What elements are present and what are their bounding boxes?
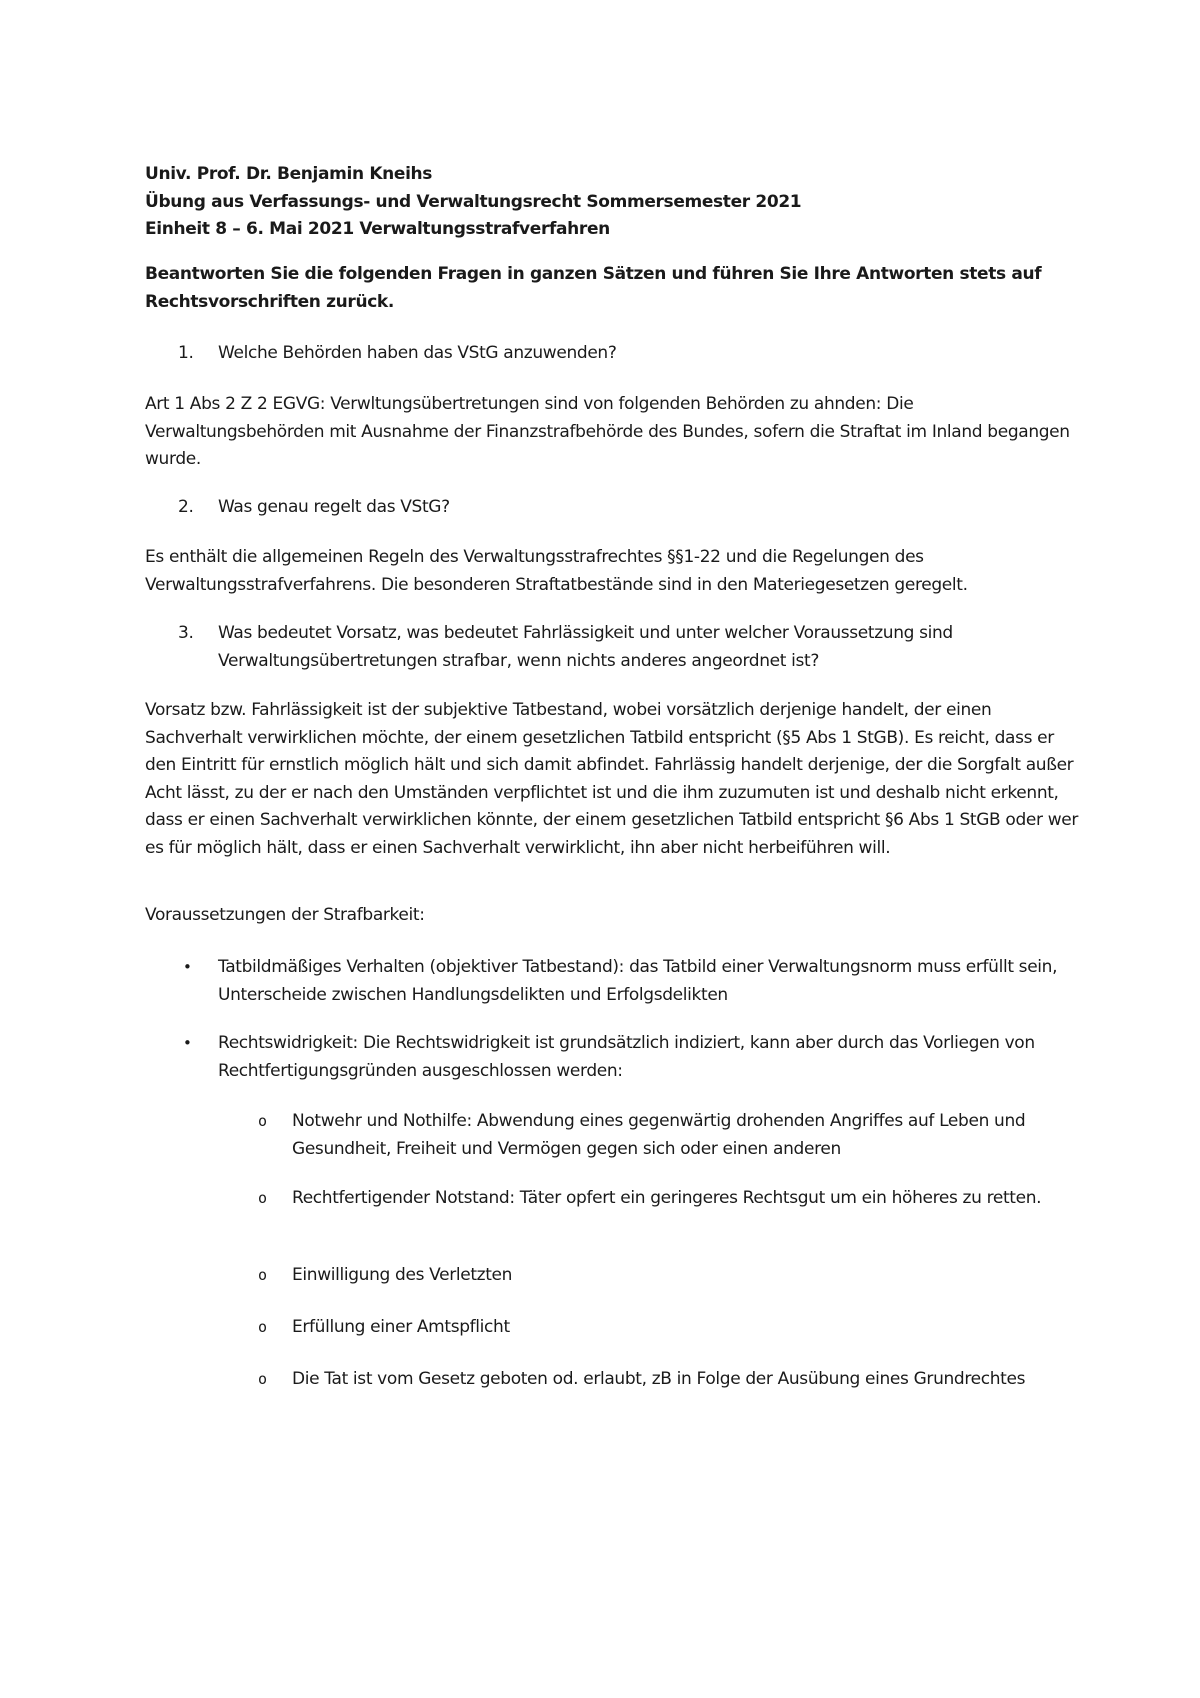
sub-bullet-item: Einwilligung des Verletzten	[292, 1265, 513, 1285]
course-line: Übung aus Verfassungs- und Verwaltungsrecht Sommersemester 2021	[145, 191, 802, 212]
sub-bullet-icon: o	[258, 1189, 267, 1207]
author-line: Univ. Prof. Dr. Benjamin Kneihs	[145, 164, 433, 184]
sub-bullet-icon: o	[258, 1318, 267, 1336]
answer-paragraph: Art 1 Abs 2 Z 2 EGVG: Verwltungsübertretungen sind von folgenden Behörden zu ahnden: Die Verwaltungsbehörden mit Ausnahme der Finanzstrafbehörde des Bundes, sofern die Straftat im Inland begangen wurde.	[145, 394, 1070, 469]
sub-bullet-icon: o	[258, 1266, 267, 1284]
prerequisites-heading: Voraussetzungen der Strafbarkeit:	[145, 905, 425, 925]
sub-bullet-item: Die Tat ist vom Gesetz geboten od. erlaubt, zB in Folge der Ausübung eines Grundrechtes	[292, 1369, 1026, 1389]
sub-bullet-item: Erfüllung einer Amtspflicht	[292, 1317, 510, 1337]
answer-paragraph: Es enthält die allgemeinen Regeln des Verwaltungsstrafrechtes §§1-22 und die Regelungen des Verwaltungsstrafverfahrens. Die besonderen Straftatbestände sind in den Materiegesetzen geregelt.	[145, 547, 968, 595]
question-text: Welche Behörden haben das VStG anzuwenden?	[218, 343, 617, 363]
question-text: Was bedeutet Vorsatz, was bedeutet Fahrlässigkeit und unter welcher Voraussetzung sind Verwaltungsübertretungen strafbar, wenn nichts anderes angeordnet ist?	[218, 623, 953, 671]
document-header	[145, 161, 1085, 244]
question-number: 2.	[178, 497, 194, 517]
unit-line: Einheit 8 – 6. Mai 2021 Verwaltungsstrafverfahren	[145, 219, 610, 239]
sub-bullet-item: Notwehr und Nothilfe: Abwendung eines gegenwärtig drohenden Angriffes auf Leben und Gesundheit, Freiheit und Vermögen gegen sich oder einen anderen	[292, 1111, 1026, 1159]
instruction-paragraph: Beantworten Sie die folgenden Fragen in ganzen Sätzen und führen Sie Ihre Antworten stets auf Rechtsvorschriften zurück.	[145, 264, 1042, 312]
sub-bullet-icon: o	[258, 1112, 267, 1130]
bullet-icon: •	[183, 958, 192, 976]
bullet-icon: •	[183, 1034, 192, 1052]
bullet-item: Rechtswidrigkeit: Die Rechtswidrigkeit ist grundsätzlich indiziert, kann aber durch das Vorliegen von Rechtfertigungsgründen ausgeschlossen werden:	[218, 1033, 1035, 1081]
question-text: Was genau regelt das VStG?	[218, 497, 450, 517]
question-number: 3.	[178, 623, 194, 643]
sub-bullet-icon: o	[258, 1370, 267, 1388]
sub-bullet-item: Rechtfertigender Notstand: Täter opfert ein geringeres Rechtsgut um ein höheres zu retten.	[292, 1188, 1042, 1208]
answer-paragraph: Vorsatz bzw. Fahrlässigkeit ist der subjektive Tatbestand, wobei vorsätzlich derjenige handelt, der einen Sachverhalt verwirklichen möchte, der einem gesetzlichen Tatbild entspricht (§5 Abs 1 StGB). Es reicht, dass er den Eintritt für ernstlich möglich hält und sich damit abfindet. Fahrlässig handelt derjenige, der die Sorgfalt außer Acht lässt, zu der er nach den Umständen verpflichtet ist und die ihm zuzumuten ist und deshalb nicht erkennt, dass er einen Sachverhalt verwirklichen könnte, der einem gesetzlichen Tatbild entspricht §6 Abs 1 StGB oder wer es für möglich hält, dass er einen Sachverhalt verwirklicht, ihn aber nicht herbeiführen will.	[145, 700, 1079, 858]
bullet-item: Tatbildmäßiges Verhalten (objektiver Tatbestand): das Tatbild einer Verwaltungsnorm muss erfüllt sein, Unterscheide zwischen Handlungsdelikten und Erfolgsdelikten	[218, 957, 1058, 1005]
question-number: 1.	[178, 343, 194, 363]
